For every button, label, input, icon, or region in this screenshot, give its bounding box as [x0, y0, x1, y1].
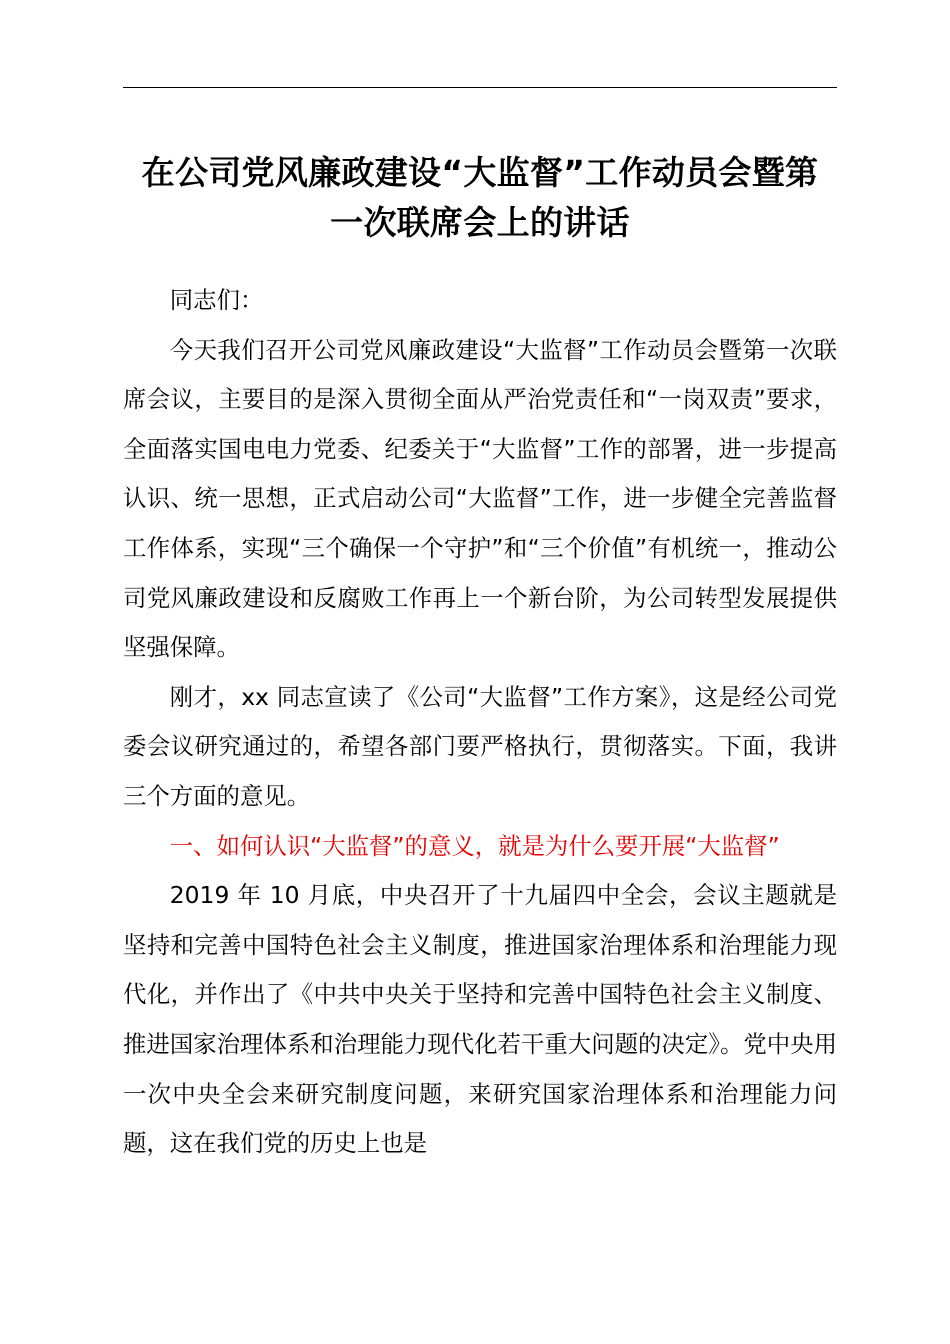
paragraph-announcement: 刚才，xx 同志宣读了《公司“大监督”工作方案》，这是经公司党委会议研究通过的，希望各部门要严格执行，贯彻落实。下面，我讲三个方面的意见。 [123, 682, 837, 810]
document-body [123, 276, 837, 1169]
title-line-2: 一次联席会上的讲话 [330, 203, 630, 242]
paragraph-section-1: 2019 年 10 月底，中央召开了十九届四中全会，会议主题就是坚持和完善中国特色社会主义制度，推进国家治理体系和治理能力现代化，并作出了《中共中央关于坚持和完善中国特色社会主义制度、推进国家治理体系和治理能力现代化若干重大问题的决定》。党中央用一次中央全会来研究制度问题，来研究国家治理体系和治理能力问题，这在我们党的历史上也是 [123, 881, 837, 1158]
salutation: 同志们： [169, 286, 264, 314]
paragraph-intro: 今天我们召开公司党风廉政建设“大监督”工作动员会暨第一次联席会议，主要目的是深入贯彻全面从严治党责任和“一岗双责”要求，全面落实国电电力党委、纪委关于“大监督”工作的部署，进一步提高认识、统一思想，正式启动公司“大监督”工作，进一步健全完善监督工作体系，实现“三个确保一个守护”和“三个价值”有机统一，推动公司党风廉政建设和反腐败工作再上一个新台阶，为公司转型发展提供坚强保障。 [123, 335, 837, 662]
title-line-1: 在公司党风廉政建设“大监督”工作动员会暨第 [141, 153, 819, 192]
section-heading-1: 一、如何认识“大监督”的意义，就是为什么要开展“大监督” [169, 831, 780, 860]
document-title [110, 148, 850, 248]
header-rule [123, 87, 837, 88]
